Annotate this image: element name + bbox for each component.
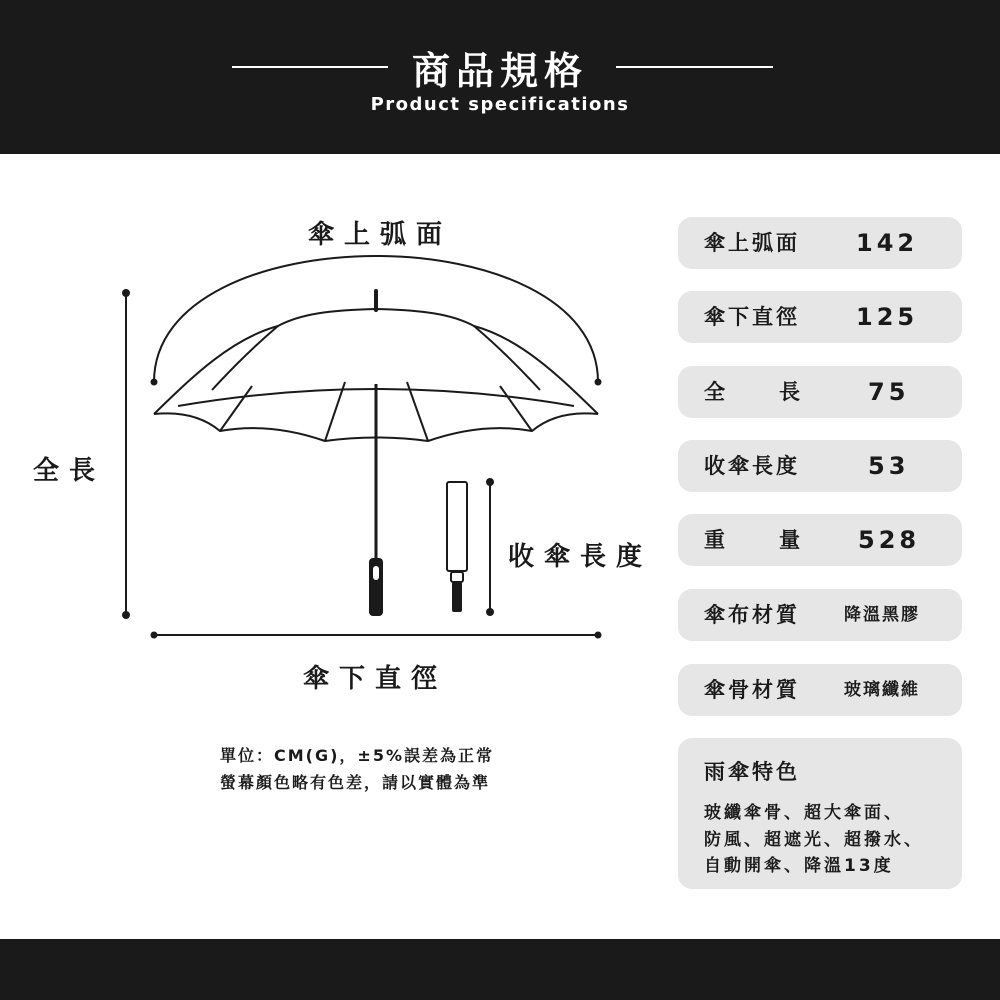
- arc-label: 傘上弧面: [308, 220, 453, 250]
- spec-label: 傘下直徑: [704, 305, 800, 329]
- features-title: 雨傘特色: [704, 760, 800, 784]
- spec-row-arc: [678, 217, 962, 269]
- unit-note: 單位：CM(G)，±5%誤差為正常: [220, 746, 494, 765]
- spec-label: 全 長: [704, 380, 800, 404]
- spec-row-diameter: [678, 291, 962, 343]
- spec-label: 傘骨材質: [704, 678, 800, 702]
- spec-row-folded-length: [678, 440, 962, 492]
- spec-value: 降溫黑膠: [844, 605, 920, 625]
- feature-line: 玻纖傘骨、超大傘面、: [704, 803, 904, 823]
- page-subtitle: Product specifications: [370, 94, 630, 115]
- spec-value: 528: [858, 526, 921, 554]
- diameter-label: 傘下直徑: [303, 664, 448, 694]
- spec-row-length: [678, 366, 962, 418]
- spec-value: 142: [856, 229, 919, 257]
- spec-row-fabric: [678, 589, 962, 641]
- spec-value: 75: [868, 378, 910, 406]
- spec-label: 收傘長度: [704, 454, 800, 478]
- color-note: 螢幕顏色略有色差，請以實體為準: [220, 773, 491, 792]
- spec-label: 重 量: [704, 528, 800, 552]
- feature-line: 自動開傘、降溫13度: [704, 856, 894, 876]
- spec-label: 傘布材質: [704, 603, 800, 627]
- spec-value: 125: [856, 303, 919, 331]
- spec-row-frame: [678, 664, 962, 716]
- page-title: 商品規格: [411, 49, 588, 93]
- folded-length-label: 收傘長度: [508, 542, 653, 572]
- spec-value: 玻璃纖維: [844, 680, 920, 700]
- spec-value: 53: [868, 452, 910, 480]
- umbrella-diagram: [0, 154, 660, 694]
- feature-line: 防風、超遮光、超撥水、: [704, 830, 924, 850]
- header-banner: [0, 0, 1000, 154]
- spec-row-weight: [678, 514, 962, 566]
- footer-banner: [0, 939, 1000, 1000]
- features-panel: [678, 738, 962, 889]
- length-label: 全長: [33, 456, 106, 486]
- spec-label: 傘上弧面: [704, 231, 800, 255]
